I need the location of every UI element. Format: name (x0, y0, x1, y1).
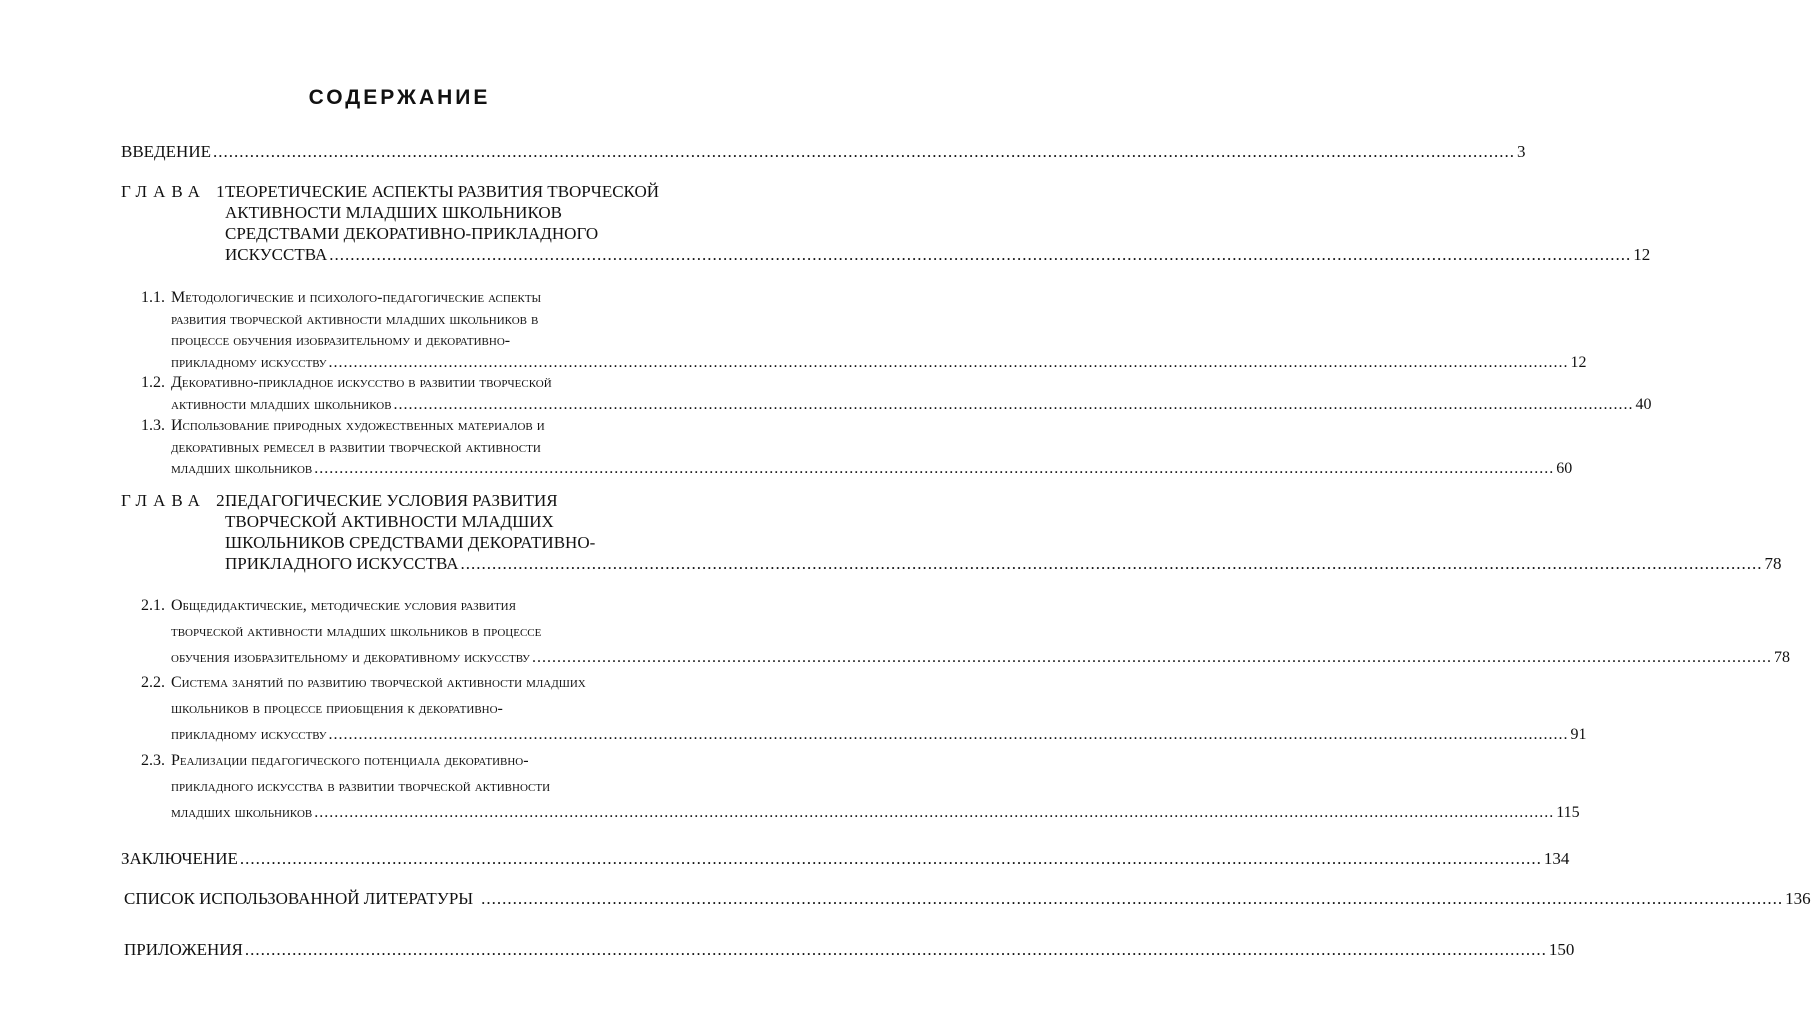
leader-dots (314, 800, 1554, 826)
toc-section-1-3 (141, 415, 1573, 480)
toc-intro (121, 141, 1526, 162)
chapter-1-page: 12 (1633, 245, 1651, 264)
conclusion-label: ЗАКЛЮЧЕНИЕ (121, 849, 238, 868)
leader-dots (481, 888, 1783, 909)
section-2-2-page: 91 (1570, 726, 1587, 743)
toc-section-2-1 (141, 593, 1790, 671)
section-1-1-line-1: Методологические и психолого-педагогические аспекты (171, 289, 542, 306)
chapter-2-line-3: ШКОЛЬНИКОВ СРЕДСТВАМИ ДЕКОРАТИВНО- (225, 533, 596, 552)
section-1-1-line-3: процессе обучения изобразительному и декоративно- (171, 332, 511, 349)
leader-dots (245, 939, 1547, 960)
leader-dots (329, 352, 1569, 374)
section-2-1-line-2: творческой активности младших школьников в процессе (171, 623, 542, 640)
section-1-1-page: 12 (1570, 353, 1587, 371)
leader-dots (532, 645, 1772, 671)
appendix-page: 150 (1548, 940, 1575, 959)
leader-dots (461, 553, 1763, 574)
conclusion-page: 134 (1543, 849, 1570, 868)
section-1-3-line-2: декоративных ремесел в развитии творческой активности (171, 438, 541, 456)
chapter-2-label: ГЛАВА 2. (121, 491, 241, 510)
chapter-1-line-4: ИСКУССТВА (225, 245, 328, 264)
chapter-1-line-2: АКТИВНОСТИ МЛАДШИХ ШКОЛЬНИКОВ (225, 203, 562, 222)
section-1-2-page: 40 (1635, 395, 1652, 413)
section-1-3-line-3: младших школьников (171, 460, 313, 477)
section-2-3-line-2: прикладного искусства в развитии творческой активности (171, 778, 551, 795)
section-1-2-number: 1.2. (141, 374, 165, 391)
toc-section-1-2 (141, 372, 1652, 415)
section-1-3-line-1: Использование природных художественных материалов и (171, 417, 545, 434)
references-label: СПИСОК ИСПОЛЬЗОВАННОЙ ЛИТЕРАТУРЫ (124, 889, 474, 908)
section-1-3-page: 60 (1556, 460, 1573, 477)
leader-dots (314, 458, 1554, 480)
toc-references (124, 888, 1811, 909)
section-2-3-line-1: Реализации педагогического потенциала декоративно- (171, 752, 529, 769)
section-2-2-number: 2.2. (141, 674, 165, 691)
toc-section-2-2 (141, 670, 1587, 748)
toc-section-1-1 (141, 287, 1587, 373)
section-2-3-number: 2.3. (141, 752, 165, 769)
section-2-1-line-1: Общедидактические, методические условия развития (171, 597, 516, 614)
section-1-1-line-4: прикладному искусству (171, 353, 327, 371)
page-title: СОДЕРЖАНИЕ (308, 86, 491, 109)
toc-appendix (124, 939, 1575, 960)
toc-section-2-3 (141, 748, 1580, 826)
chapter-1-line-3: СРЕДСТВАМИ ДЕКОРАТИВНО-ПРИКЛАДНОГО (225, 224, 599, 243)
appendix-label: ПРИЛОЖЕНИЯ (124, 940, 243, 959)
chapter-2-page: 78 (1764, 554, 1782, 573)
chapter-1-label: ГЛАВА 1. (121, 182, 241, 201)
section-2-2-line-1: Система занятий по развитию творческой активности младших (171, 674, 586, 691)
chapter-2-line-1: ПЕДАГОГИЧЕСКИЕ УСЛОВИЯ РАЗВИТИЯ (225, 491, 558, 510)
intro-page: 3 (1516, 142, 1526, 161)
leader-dots (329, 244, 1631, 265)
section-2-1-page: 78 (1773, 649, 1790, 666)
section-2-3-line-3: младших школьников (171, 804, 313, 821)
chapter-2-line-2: ТВОРЧЕСКОЙ АКТИВНОСТИ МЛАДШИХ (225, 512, 554, 531)
section-2-1-number: 2.1. (141, 597, 165, 614)
toc-chapter-2 (121, 490, 1782, 574)
chapter-1-line-1: ТЕОРЕТИЧЕСКИЕ АСПЕКТЫ РАЗВИТИЯ ТВОРЧЕСКОЙ (225, 182, 660, 201)
leader-dots (240, 848, 1542, 869)
section-1-1-line-2: развития творческой активности младших школьников в (171, 310, 539, 328)
leader-dots (213, 141, 1515, 162)
intro-label: ВВЕДЕНИЕ (121, 142, 211, 161)
section-2-2-line-2: школьников в процессе приобщения к декоративно- (171, 700, 503, 717)
toc-chapter-1 (121, 181, 1651, 265)
leader-dots (394, 394, 1634, 416)
toc-conclusion (121, 848, 1570, 869)
section-1-1-number: 1.1. (141, 289, 165, 306)
section-2-1-line-3: обучения изобразительному и декоративному искусству (171, 649, 530, 666)
chapter-2-line-4: ПРИКЛАДНОГО ИСКУССТВА (225, 554, 459, 573)
section-1-2-line-2: активности младших школьников (171, 395, 392, 413)
section-1-2-line-1: Декоративно-прикладное искусство в развитии творческой (171, 374, 552, 391)
leader-dots (329, 722, 1569, 748)
section-2-2-line-3: прикладному искусству (171, 726, 327, 743)
references-page: 136 (1785, 889, 1811, 908)
section-2-3-page: 115 (1556, 804, 1580, 821)
section-1-3-number: 1.3. (141, 417, 165, 434)
